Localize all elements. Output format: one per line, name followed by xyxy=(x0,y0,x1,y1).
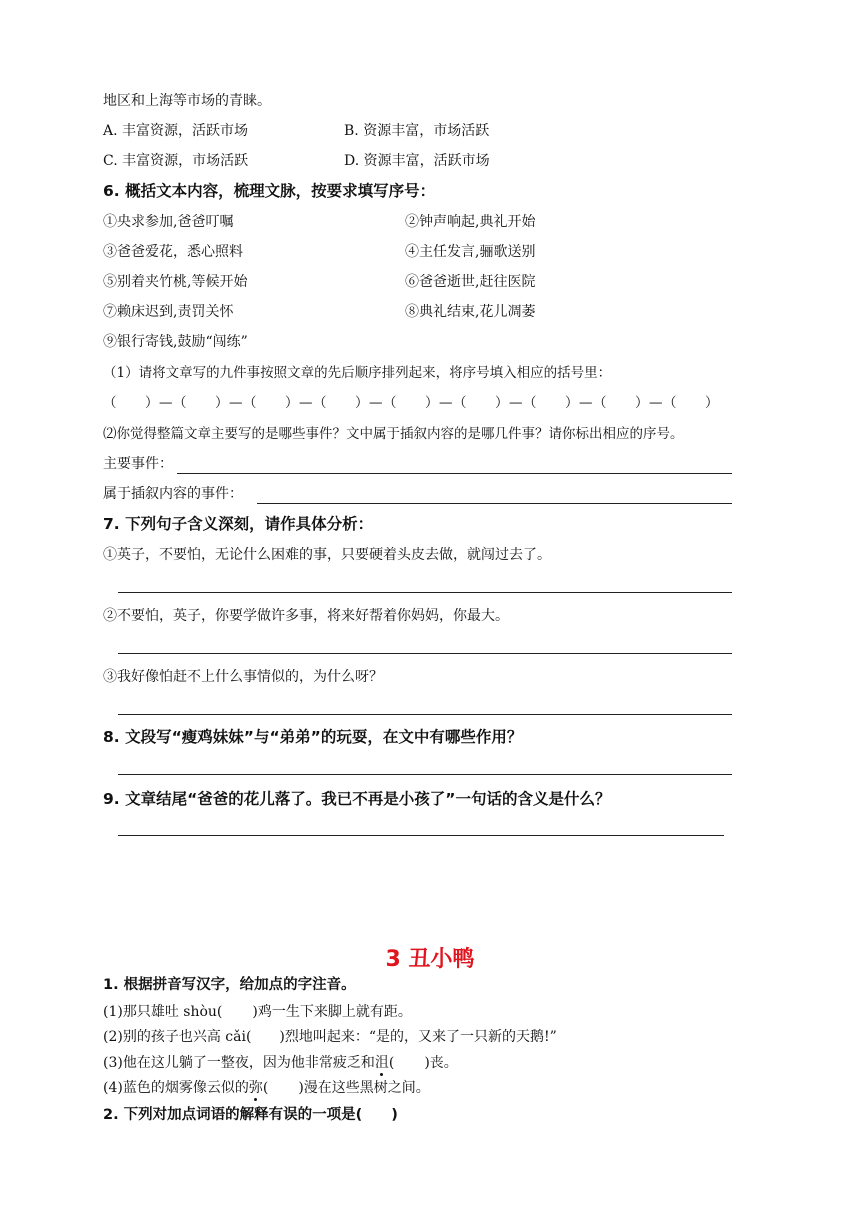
q7-heading: 7. 下列句子含义深刻，请作具体分析： xyxy=(103,515,374,533)
q6-heading: 6. 概括文本内容，梳理文脉，按要求填写序号： xyxy=(103,182,436,200)
flashback-label: 属于插叙内容的事件： xyxy=(103,486,243,502)
q6-sub1: （1）请将文章写的九件事按照文章的先后顺序排列起来，将序号填入相应的括号里： xyxy=(103,365,612,381)
q6-item: ③爸爸爱花，悉心照料 xyxy=(103,244,243,260)
q6-item: ⑨银行寄钱,鼓励“闯练” xyxy=(103,334,248,350)
q6-item: ⑦赖床迟到,责罚关怀 xyxy=(103,304,234,320)
top-line: 地区和上海等市场的青睐。 xyxy=(103,93,271,109)
answer-line[interactable] xyxy=(118,774,732,775)
answer-line[interactable] xyxy=(118,835,724,836)
s3-q1-item-2: (2)别的孩子也兴高 cǎi( )烈地叫起来：“是的，又来了一只新的天鹅!” xyxy=(103,1029,557,1045)
answer-line[interactable] xyxy=(118,592,732,593)
answer-line[interactable] xyxy=(257,503,732,504)
answer-line[interactable] xyxy=(118,653,732,654)
s3-q1-heading: 1. 根据拼音写汉字，给加点的字注音。 xyxy=(103,977,356,993)
s3-q1-item-1: (1)那只雄吐 shòu( )鸡一生下来脚上就有距。 xyxy=(103,1004,412,1020)
option-b: B. 资源丰富，市场活跃 xyxy=(344,123,490,139)
order-brackets: （ ）—（ ）—（ ）—（ ）—（ ）—（ ）—（ ）—（ ）—（ ） xyxy=(103,395,719,411)
option-a: A. 丰富资源，活跃市场 xyxy=(103,123,249,139)
dotted-char: 沮 xyxy=(374,1055,389,1071)
option-c: C. 丰富资源，市场活跃 xyxy=(103,153,249,169)
q9-heading: 9. 文章结尾“爸爸的花儿落了。我已不再是小孩了”一句话的含义是什么？ xyxy=(103,790,611,808)
s3-q1-item-4: (4)蓝色的烟雾像云似的弥( )漫在这些黑树之间。 xyxy=(103,1080,430,1096)
q6-item: ②钟声响起,典礼开始 xyxy=(405,214,536,230)
q6-item: ④主任发言,骊歌送别 xyxy=(405,244,536,260)
s3-q1-item-3: (3)他在这儿躺了一整夜，因为他非常疲乏和沮( )丧。 xyxy=(103,1055,458,1071)
s3-q2-heading: 2. 下列对加点词语的解释有误的一项是( ) xyxy=(103,1107,398,1123)
option-d: D. 资源丰富，活跃市场 xyxy=(344,153,490,169)
q6-sub2: ⑵你觉得整篇文章主要写的是哪些事件？文中属于插叙内容的是哪几件事？请你标出相应的序号。 xyxy=(103,426,684,442)
q6-item: ⑥爸爸逝世,赶往医院 xyxy=(405,274,536,290)
answer-line[interactable] xyxy=(118,714,732,715)
dotted-char: 弥 xyxy=(248,1080,263,1096)
answer-line[interactable] xyxy=(177,473,732,474)
q8-heading: 8. 文段写“瘦鸡妹妹”与“弟弟”的玩耍，在文中有哪些作用？ xyxy=(103,728,523,746)
section-title: 3 丑小鸭 xyxy=(385,947,475,972)
q6-item: ①央求参加,爸爸叮嘱 xyxy=(103,214,234,230)
q6-item: ⑧典礼结束,花儿凋萎 xyxy=(405,304,536,320)
q7-sentence-2: ②不要怕，英子，你要学做许多事，将来好帮着你妈妈，你最大。 xyxy=(103,608,509,624)
main-events-label: 主要事件： xyxy=(103,456,173,472)
q6-item: ⑤别着夹竹桃,等候开始 xyxy=(103,274,248,290)
q7-sentence-3: ③我好像怕赶不上什么事情似的，为什么呀？ xyxy=(103,669,383,685)
q7-sentence-1: ①英子，不要怕，无论什么困难的事，只要硬着头皮去做，就闯过去了。 xyxy=(103,547,551,563)
